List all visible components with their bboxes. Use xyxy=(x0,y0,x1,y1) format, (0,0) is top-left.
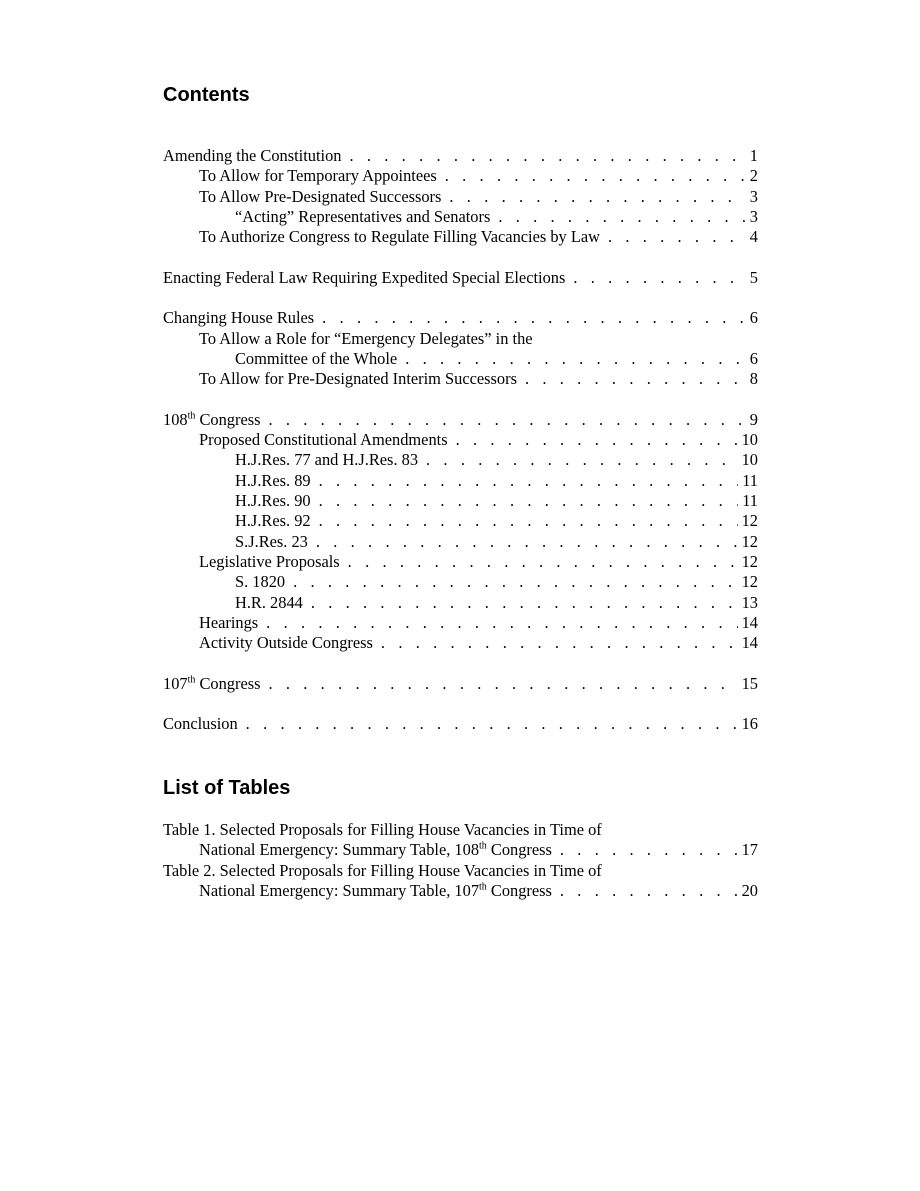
toc-entry-hearings[interactable] xyxy=(163,613,758,633)
list-of-tables xyxy=(163,820,758,901)
dot-leader xyxy=(426,450,738,470)
title-text: National Emergency: Summary Table, 107 xyxy=(199,880,480,900)
toc-entry-proposed-amendments[interactable] xyxy=(163,430,758,450)
toc-entry-sjres-23[interactable] xyxy=(163,532,758,552)
toc-entry-page: 5 xyxy=(749,267,758,287)
section-gap xyxy=(163,694,758,714)
contents-heading: Contents xyxy=(163,84,250,106)
toc-entry-page: 1 xyxy=(749,146,758,165)
dot-leader xyxy=(381,633,738,653)
toc-entry-page: 8 xyxy=(749,369,758,389)
dot-leader xyxy=(311,593,738,613)
toc-entry-title: To Allow for Pre-Designated Interim Successors xyxy=(199,369,517,389)
dot-leader xyxy=(316,532,738,552)
section-gap xyxy=(163,247,758,267)
toc-entry-page: 6 xyxy=(749,348,758,368)
toc-entry-interim-successors[interactable] xyxy=(163,369,758,389)
dot-leader xyxy=(560,840,738,860)
toc-entry-emergency-delegates[interactable] xyxy=(163,349,758,369)
dot-leader xyxy=(349,146,745,166)
toc-entry-title: Amending the Constitution xyxy=(163,146,342,165)
toc-entry-page: 12 xyxy=(741,551,758,571)
dot-leader xyxy=(560,881,738,901)
congress-word: Congress xyxy=(195,673,261,693)
toc-entry-page: 2 xyxy=(749,166,758,186)
toc-entry-page: 11 xyxy=(742,491,758,511)
ordinal-suffix: th xyxy=(187,674,196,686)
toc-entry-s-1820[interactable] xyxy=(163,572,758,592)
toc-entry-hjres-90[interactable] xyxy=(163,491,758,511)
toc-entry-title: Activity Outside Congress xyxy=(199,633,373,653)
toc-entry-emergency-delegates-line1[interactable]: To Allow a Role for “Emergency Delegates” in the xyxy=(199,328,533,348)
table-entry-2[interactable] xyxy=(163,881,758,901)
toc-entry-title: “Acting” Representatives and Senators xyxy=(235,206,491,226)
toc-entry-title: Changing House Rules xyxy=(163,308,315,328)
toc-entry-page: 9 xyxy=(749,409,758,429)
section-gap xyxy=(163,390,758,410)
title-text: Congress xyxy=(486,840,552,860)
toc-entry-page: 15 xyxy=(741,673,758,693)
dot-leader xyxy=(319,511,738,531)
ordinal-suffix: th xyxy=(479,840,487,852)
table-entry-1[interactable] xyxy=(163,840,758,860)
toc-entry-title: Legislative Proposals xyxy=(199,551,340,571)
toc-entry-title xyxy=(163,674,260,694)
list-of-tables-heading: List of Tables xyxy=(163,777,291,799)
table-entry-page: 20 xyxy=(741,880,758,900)
dot-leader xyxy=(293,572,738,592)
dot-leader xyxy=(266,613,737,633)
toc-entry-title: S. 1820 xyxy=(235,572,286,592)
title-text: National Emergency: Summary Table, 108 xyxy=(199,840,480,860)
dot-leader xyxy=(449,187,745,207)
dot-leader xyxy=(405,349,746,369)
toc-entry-108th-congress[interactable] xyxy=(163,410,758,430)
toc-entry-page: 12 xyxy=(741,531,758,551)
toc-entry-hr-2844[interactable] xyxy=(163,593,758,613)
toc-entry-title: Hearings xyxy=(199,612,259,632)
toc-entry-title: To Allow Pre-Designated Successors xyxy=(199,186,442,206)
toc-entry-page: 4 xyxy=(749,227,758,247)
toc-entry-title: Committee of the Whole xyxy=(235,348,398,368)
dot-leader xyxy=(573,268,745,288)
dot-leader xyxy=(319,491,739,511)
toc-entry-title: H.J.Res. 90 xyxy=(235,491,311,511)
dot-leader xyxy=(525,369,746,389)
section-gap xyxy=(163,288,758,308)
toc-entry-title: To Authorize Congress to Regulate Filling Vacancies by Law xyxy=(199,227,600,247)
dot-leader xyxy=(322,308,746,328)
toc-entry-legislative-proposals[interactable] xyxy=(163,552,758,572)
toc-entry-title: H.J.Res. 92 xyxy=(235,511,311,531)
dot-leader xyxy=(268,410,745,430)
toc-entry-page: 12 xyxy=(741,572,758,592)
dot-leader xyxy=(498,207,745,227)
table-entry-title xyxy=(199,840,552,860)
table-entry-2-line1[interactable]: Table 2. Selected Proposals for Filling House Vacancies in Time of xyxy=(163,860,602,880)
toc-entry-hjres-89[interactable] xyxy=(163,471,758,491)
toc-entry-page: 10 xyxy=(741,450,758,470)
toc-entry-activity-outside-congress[interactable] xyxy=(163,633,758,653)
toc-entry-title: To Allow for Temporary Appointees xyxy=(199,166,437,186)
dot-leader xyxy=(268,674,737,694)
toc-entry-title: H.J.Res. 89 xyxy=(235,470,311,490)
dot-leader xyxy=(445,166,746,186)
toc-entry-page: 12 xyxy=(741,511,758,531)
toc-entry-hjres-77-83[interactable] xyxy=(163,450,758,470)
toc-entry-pre-designated-successors[interactable] xyxy=(163,187,758,207)
toc-entry-page: 11 xyxy=(742,470,758,490)
congress-number: 108 xyxy=(163,409,188,429)
dot-leader xyxy=(608,227,746,247)
table-entry-1-line1[interactable]: Table 1. Selected Proposals for Filling House Vacancies in Time of xyxy=(163,820,602,839)
toc-entry-page: 16 xyxy=(741,714,758,734)
toc-entry-amending-the-constitution[interactable] xyxy=(163,146,758,166)
toc-entry-conclusion[interactable] xyxy=(163,714,758,734)
dot-leader xyxy=(456,430,738,450)
toc-entry-title: S.J.Res. 23 xyxy=(235,531,308,551)
toc-entry-page: 13 xyxy=(741,592,758,612)
toc-entry-page: 6 xyxy=(749,308,758,328)
toc-entry-acting-representatives[interactable] xyxy=(163,207,758,227)
toc-entry-title: Proposed Constitutional Amendments xyxy=(199,430,448,450)
toc-entry-page: 10 xyxy=(741,430,758,450)
toc-entry-title: Enacting Federal Law Requiring Expedited Special Elections xyxy=(163,267,566,287)
section-gap xyxy=(163,653,758,673)
toc-entry-page: 3 xyxy=(749,206,758,226)
toc-entry-expedited-special-elections[interactable] xyxy=(163,268,758,288)
toc-entry-title: Conclusion xyxy=(163,714,238,734)
dot-leader xyxy=(246,714,738,734)
congress-word: Congress xyxy=(195,409,261,429)
toc-entry-regulate-vacancies[interactable] xyxy=(163,227,758,247)
dot-leader xyxy=(348,552,738,572)
toc-entry-title: H.R. 2844 xyxy=(235,592,303,612)
congress-number: 107 xyxy=(163,673,188,693)
toc-entry-title xyxy=(163,410,260,430)
toc-entry-title: H.J.Res. 77 and H.J.Res. 83 xyxy=(235,450,419,470)
toc-entry-hjres-92[interactable] xyxy=(163,511,758,531)
table-entry-page: 17 xyxy=(741,840,758,860)
toc-entry-page: 14 xyxy=(741,633,758,653)
toc-entry-107th-congress[interactable] xyxy=(163,674,758,694)
dot-leader xyxy=(319,471,739,491)
title-text: Congress xyxy=(486,880,552,900)
ordinal-suffix: th xyxy=(187,410,196,422)
table-entry-title xyxy=(199,881,552,901)
contents-list xyxy=(163,146,758,735)
toc-entry-page: 14 xyxy=(741,612,758,632)
ordinal-suffix: th xyxy=(479,881,487,893)
toc-entry-page: 3 xyxy=(749,186,758,206)
toc-entry-changing-house-rules[interactable] xyxy=(163,308,758,328)
toc-entry-temporary-appointees[interactable] xyxy=(163,166,758,186)
